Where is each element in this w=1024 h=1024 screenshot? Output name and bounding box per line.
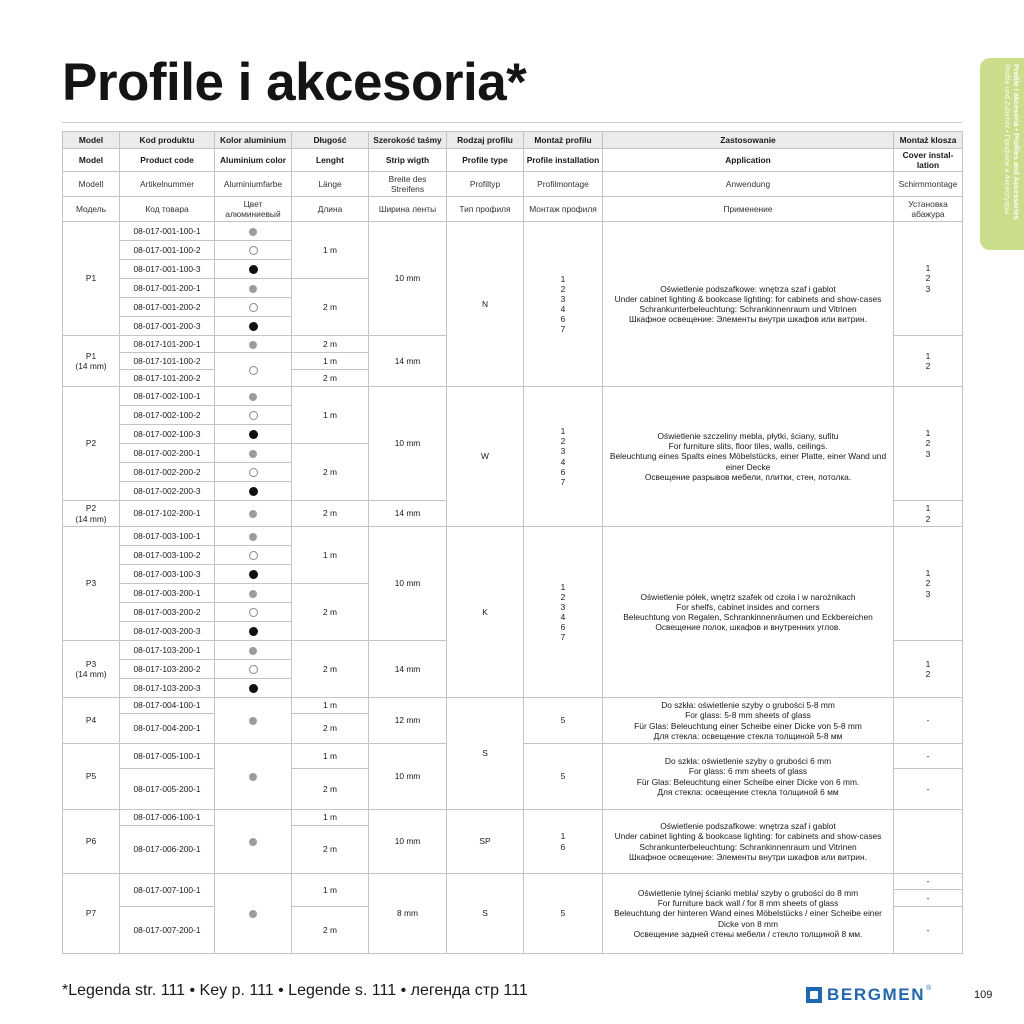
code-cell: 08-017-004-100-1: [120, 698, 215, 714]
code-cell: 08-017-003-200-1: [120, 584, 215, 603]
code-cell: 08-017-003-100-1: [120, 527, 215, 546]
color-black-icon: [249, 487, 258, 496]
color-black-icon: [249, 684, 258, 693]
cover-cell: 1 2: [894, 641, 963, 698]
length-cell: 1 m: [292, 744, 369, 769]
code-cell: 08-017-002-200-2: [120, 463, 215, 482]
color-white-icon: [249, 303, 258, 312]
code-cell: 08-017-101-100-2: [120, 353, 215, 370]
application-cell: Oświetlenie podszafkowe: wnętrza szaf i gablot Under cabinet lighting & bookcase lighting: for cabinets and show-cases Schrankunterbeleuchtung: Schrankinnenraum und Vitrinen Шкафное освещение: Элементы внутри шкафов или витрин.: [603, 810, 894, 874]
width-cell: 10 mm: [369, 744, 447, 810]
header-cell: Montaż klosza: [894, 132, 963, 149]
color-white-icon: [249, 366, 258, 375]
color-cell: [215, 501, 292, 527]
color-white-icon: [249, 551, 258, 560]
page-number: 109: [974, 989, 993, 1001]
application-cell: Oświetlenie półek, wnętrz szafek od czoła i w narożnikach For shelfs, cabinet insides and corners Beleuchtung von Regalen, Schrankinnenräumen und Eckbereichen Освещение полок, шкафов и внутренних углов.: [603, 527, 894, 698]
color-grey-icon: [249, 285, 257, 293]
model-cell: P7: [63, 874, 120, 954]
header-cell: Product code: [120, 149, 215, 172]
length-cell: 1 m: [292, 527, 369, 584]
color-grey-icon: [249, 647, 257, 655]
color-black-icon: [249, 265, 258, 274]
color-white-icon: [249, 246, 258, 255]
model-cell: P6: [63, 810, 120, 874]
color-grey-icon: [249, 341, 257, 349]
width-cell: 10 mm: [369, 527, 447, 641]
length-cell: 2 m: [292, 370, 369, 387]
install-cell: 1 6: [524, 810, 603, 874]
width-cell: 10 mm: [369, 222, 447, 336]
color-cell: [215, 565, 292, 584]
code-cell: 08-017-101-200-2: [120, 370, 215, 387]
page-title: Profile i akcesoria*: [62, 53, 527, 112]
color-grey-icon: [249, 717, 257, 725]
color-cell: [215, 641, 292, 660]
length-cell: 2 m: [292, 279, 369, 336]
code-cell: 08-017-103-200-2: [120, 660, 215, 679]
color-cell: [215, 298, 292, 317]
code-cell: 08-017-003-200-3: [120, 622, 215, 641]
length-cell: 1 m: [292, 874, 369, 907]
width-cell: 8 mm: [369, 874, 447, 954]
header-row-de: [63, 172, 963, 197]
cover-cell: [894, 810, 963, 874]
header-cell: Ширина ленты: [369, 197, 447, 222]
table-row: [63, 387, 963, 406]
model-cell: P3 (14 mm): [63, 641, 120, 698]
model-cell: P2 (14 mm): [63, 501, 120, 527]
header-cell: Модель: [63, 197, 120, 222]
color-black-icon: [249, 627, 258, 636]
length-cell: 1 m: [292, 810, 369, 826]
color-grey-icon: [249, 773, 257, 781]
width-cell: 12 mm: [369, 698, 447, 744]
color-black-icon: [249, 570, 258, 579]
code-cell: 08-017-001-200-2: [120, 298, 215, 317]
code-cell: 08-017-002-200-1: [120, 444, 215, 463]
header-cell: Montaż profilu: [524, 132, 603, 149]
color-white-icon: [249, 411, 258, 420]
header-cell: Profile installation: [524, 149, 603, 172]
code-cell: 08-017-101-200-1: [120, 336, 215, 353]
color-cell: [215, 546, 292, 565]
code-cell: 08-017-006-200-1: [120, 826, 215, 874]
header-cell: Model: [63, 149, 120, 172]
header-cell: Cover instal-lation: [894, 149, 963, 172]
application-cell: Oświetlenie szczeliny mebla, płytki, ściany, sufitu For furniture slits, floor tiles, walls, ceilings. Beleuchtung eines Spalts eines Möbelstücks, einer Platte, einer Wand und einer Decke Освещение разрывов мебели, плитки, стен, потолка.: [603, 387, 894, 527]
color-cell: [215, 698, 292, 744]
color-cell: [215, 406, 292, 425]
header-cell: Установка абажура: [894, 197, 963, 222]
code-cell: 08-017-002-200-3: [120, 482, 215, 501]
footer-legend: *Legenda str. 111 • Key p. 111 • Legende s. 111 • легенда стр 111: [62, 982, 528, 999]
header-cell: Breite des Streifens: [369, 172, 447, 197]
color-grey-icon: [249, 533, 257, 541]
install-cell: 1 2 3 4 6 7: [524, 387, 603, 527]
brand-registered: ®: [926, 985, 932, 992]
code-cell: 08-017-002-100-2: [120, 406, 215, 425]
header-cell: Länge: [292, 172, 369, 197]
color-cell: [215, 260, 292, 279]
color-cell: [215, 241, 292, 260]
color-grey-icon: [249, 590, 257, 598]
cover-cell: 1 2: [894, 501, 963, 527]
color-grey-icon: [249, 393, 257, 401]
color-grey-icon: [249, 228, 257, 236]
code-cell: 08-017-003-100-2: [120, 546, 215, 565]
header-cell: Aluminiumfarbe: [215, 172, 292, 197]
table-row: [63, 810, 963, 826]
table-row: [63, 222, 963, 241]
length-cell: 2 m: [292, 584, 369, 641]
code-cell: 08-017-006-100-1: [120, 810, 215, 826]
color-cell: [215, 660, 292, 679]
header-row-pl: [63, 132, 963, 149]
cover-cell: 1 2 3: [894, 387, 963, 501]
model-cell: P5: [63, 744, 120, 810]
header-cell: Szerokość taśmy: [369, 132, 447, 149]
header-cell: Kod produktu: [120, 132, 215, 149]
cover-cell: -: [894, 907, 963, 954]
cover-cell: -: [894, 769, 963, 810]
color-cell: [215, 527, 292, 546]
header-cell: Rodzaj profilu: [447, 132, 524, 149]
header-cell: Код товара: [120, 197, 215, 222]
header-cell: Длина: [292, 197, 369, 222]
color-cell: [215, 444, 292, 463]
width-cell: 14 mm: [369, 501, 447, 527]
cover-cell: 1 2: [894, 336, 963, 387]
code-cell: 08-017-007-100-1: [120, 874, 215, 907]
model-cell: P1 (14 mm): [63, 336, 120, 387]
header-cell: Kolor aluminium: [215, 132, 292, 149]
width-cell: 10 mm: [369, 810, 447, 874]
code-cell: 08-017-001-200-3: [120, 317, 215, 336]
application-cell: Do szkła: oświetlenie szyby o grubości 6 mm For glass: 6 mm sheets of glass Für Glas: Beleuchtung einer Scheibe einer Dicke von 6 mm. Для стекла: освещение стекла толщиной 6 мм: [603, 744, 894, 810]
length-cell: 1 m: [292, 698, 369, 714]
type-cell: SP: [447, 810, 524, 874]
code-cell: 08-017-003-100-3: [120, 565, 215, 584]
color-cell: [215, 222, 292, 241]
code-cell: 08-017-001-200-1: [120, 279, 215, 298]
header-cell: Применение: [603, 197, 894, 222]
color-cell: [215, 317, 292, 336]
brand-mark-icon: [806, 987, 822, 1003]
brand-logo[interactable]: [806, 985, 931, 1005]
header-cell: Zastosowanie: [603, 132, 894, 149]
color-grey-icon: [249, 910, 257, 918]
code-cell: 08-017-002-100-3: [120, 425, 215, 444]
install-cell: 1 2 3 4 6 7: [524, 527, 603, 698]
color-cell: [215, 874, 292, 954]
color-cell: [215, 463, 292, 482]
code-cell: 08-017-003-200-2: [120, 603, 215, 622]
header-cell: Schirmmontage: [894, 172, 963, 197]
cover-cell: -: [894, 744, 963, 769]
table-row: [63, 527, 963, 546]
header-cell: Монтаж профиля: [524, 197, 603, 222]
length-cell: 2 m: [292, 826, 369, 874]
brand-name: BERGMEN: [827, 985, 926, 1004]
code-cell: 08-017-005-100-1: [120, 744, 215, 769]
model-cell: P3: [63, 527, 120, 641]
application-cell: Oświetlenie podszafkowe: wnętrza szaf i gablot Under cabinet lighting & bookcase lighting: for cabinets and show-cases Schrankunterbeleuchtung: Schrankinnenraum und Vitrinen Шкафное освещение: Элементы внутри шкафов или витрин.: [603, 222, 894, 387]
install-cell: 5: [524, 698, 603, 744]
code-cell: 08-017-001-100-2: [120, 241, 215, 260]
header-cell: Profile type: [447, 149, 524, 172]
color-white-icon: [249, 468, 258, 477]
side-tab-label-1: Profile i akcesoria • Profiles and Accessories: [1012, 64, 1021, 220]
color-cell: [215, 679, 292, 698]
color-grey-icon: [249, 510, 257, 518]
header-cell: Model: [63, 132, 120, 149]
install-cell: 5: [524, 744, 603, 810]
type-cell: K: [447, 527, 524, 698]
header-cell: Lenght: [292, 149, 369, 172]
model-cell: P2: [63, 387, 120, 501]
type-cell: S: [447, 698, 524, 810]
color-cell: [215, 279, 292, 298]
type-cell: S: [447, 874, 524, 954]
product-table: [62, 131, 963, 954]
application-cell: Oświetlenie tylnej ścianki mebla/ szyby o grubości do 8 mm For furniture back wall / for 8 mm sheets of glass Beleuchtung der hinteren Wand eines Möbelstücks / einer Scheibe einer Dicke von 8 mm Освещение задней стены мебели / стекло толщиной 8 мм.: [603, 874, 894, 954]
length-cell: 1 m: [292, 353, 369, 370]
code-cell: 08-017-002-100-1: [120, 387, 215, 406]
header-cell: Profiltyp: [447, 172, 524, 197]
section-side-tab[interactable]: [980, 58, 1024, 250]
code-cell: 08-017-005-200-1: [120, 769, 215, 810]
type-cell: W: [447, 387, 524, 527]
length-cell: 2 m: [292, 907, 369, 954]
cover-cell: 1 2 3: [894, 527, 963, 641]
side-tab-label-2: Profile und Zubehör • Профили и Аксессуары: [1003, 64, 1012, 215]
code-cell: 08-017-004-200-1: [120, 714, 215, 744]
color-white-icon: [249, 608, 258, 617]
color-cell: [215, 622, 292, 641]
model-cell: P1: [63, 222, 120, 336]
title-divider: [62, 122, 962, 123]
color-cell: [215, 482, 292, 501]
cover-cell: 1 2 3: [894, 222, 963, 336]
type-cell: N: [447, 222, 524, 387]
header-cell: Modell: [63, 172, 120, 197]
header-cell: Strip wigth: [369, 149, 447, 172]
color-cell: [215, 336, 292, 353]
length-cell: 1 m: [292, 222, 369, 279]
length-cell: 2 m: [292, 769, 369, 810]
table-row: [63, 698, 963, 714]
color-white-icon: [249, 665, 258, 674]
width-cell: 14 mm: [369, 336, 447, 387]
cover-cell: -: [894, 698, 963, 744]
color-cell: [215, 425, 292, 444]
length-cell: 2 m: [292, 501, 369, 527]
cover-cell: -: [894, 874, 963, 890]
length-cell: 2 m: [292, 714, 369, 744]
color-cell: [215, 353, 292, 387]
color-cell: [215, 810, 292, 874]
header-cell: Aluminium color: [215, 149, 292, 172]
color-black-icon: [249, 322, 258, 331]
header-cell: Цвет алюминиевый: [215, 197, 292, 222]
install-cell: 5: [524, 874, 603, 954]
color-cell: [215, 584, 292, 603]
code-cell: 08-017-103-200-3: [120, 679, 215, 698]
code-cell: 08-017-007-200-1: [120, 907, 215, 954]
header-cell: Długość: [292, 132, 369, 149]
install-cell: 1 2 3 4 6 7: [524, 222, 603, 387]
cover-cell: -: [894, 890, 963, 907]
code-cell: 08-017-102-200-1: [120, 501, 215, 527]
color-cell: [215, 603, 292, 622]
model-cell: P4: [63, 698, 120, 744]
header-cell: Тип профиля: [447, 197, 524, 222]
table-row: [63, 874, 963, 890]
header-row-ru: [63, 197, 963, 222]
header-cell: Profilmontage: [524, 172, 603, 197]
length-cell: 1 m: [292, 387, 369, 444]
code-cell: 08-017-001-100-1: [120, 222, 215, 241]
header-cell: Anwendung: [603, 172, 894, 197]
width-cell: 14 mm: [369, 641, 447, 698]
application-cell: Do szkła: oświetlenie szyby o grubości 5-8 mm For glass: 5-8 mm sheets of glass Für Glas: Beleuchtung einer Scheibe einer Dicke von 5-8 mm Для стекла: освещение стекла толщиной 5-8 мм: [603, 698, 894, 744]
header-row-en: [63, 149, 963, 172]
color-grey-icon: [249, 450, 257, 458]
color-cell: [215, 744, 292, 810]
length-cell: 2 m: [292, 336, 369, 353]
code-cell: 08-017-103-200-1: [120, 641, 215, 660]
length-cell: 2 m: [292, 444, 369, 501]
color-cell: [215, 387, 292, 406]
header-cell: Application: [603, 149, 894, 172]
code-cell: 08-017-001-100-3: [120, 260, 215, 279]
header-cell: Artikelnummer: [120, 172, 215, 197]
color-grey-icon: [249, 838, 257, 846]
length-cell: 2 m: [292, 641, 369, 698]
width-cell: 10 mm: [369, 387, 447, 501]
color-black-icon: [249, 430, 258, 439]
